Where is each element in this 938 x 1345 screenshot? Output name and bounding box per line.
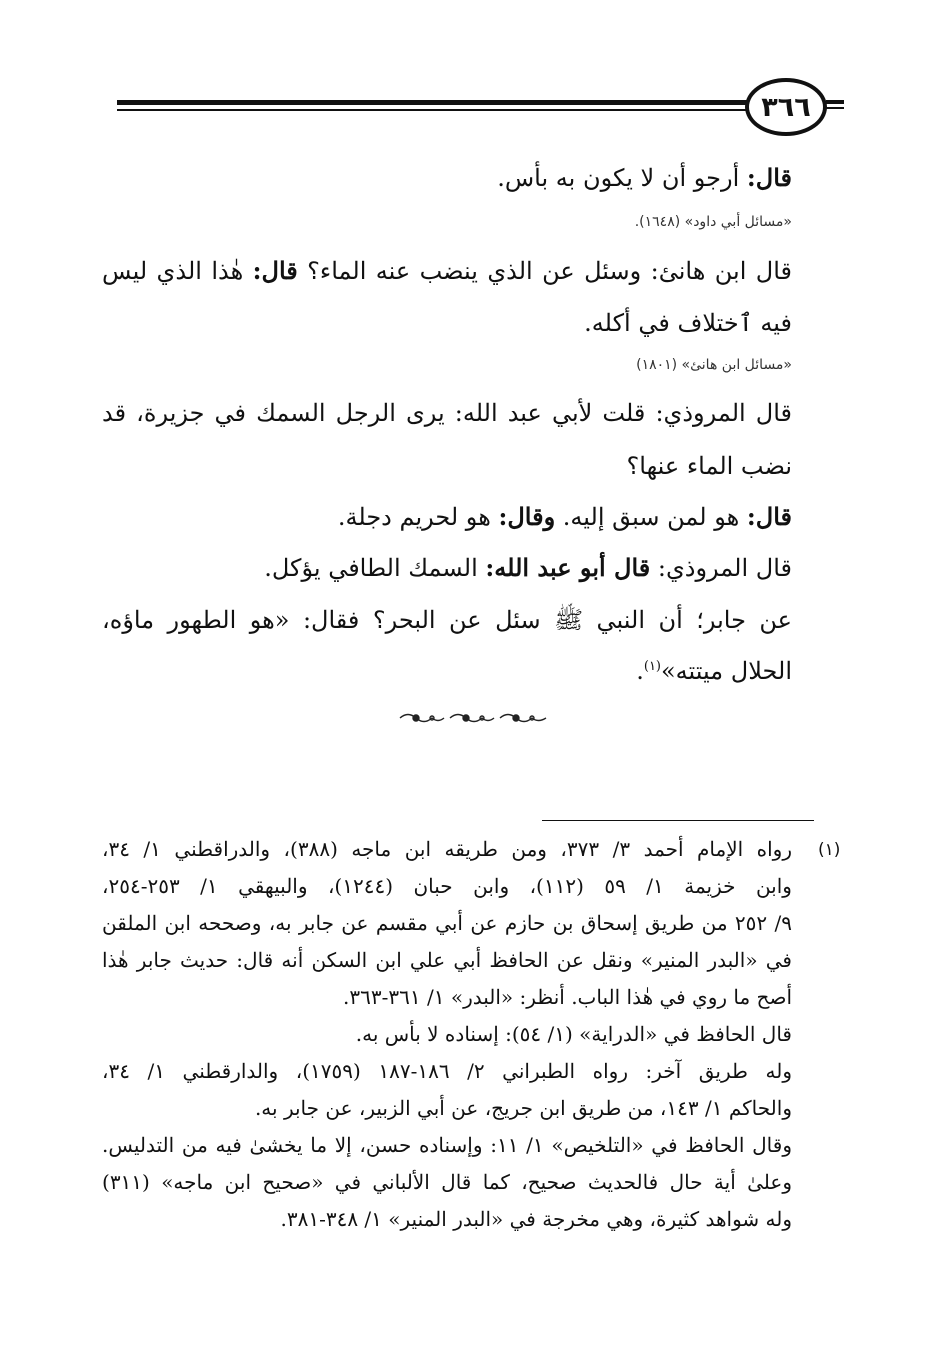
body-text: . xyxy=(636,657,644,685)
body-text: هو لمن سبق إليه. xyxy=(555,503,747,531)
body-text: قال ابن هانئ: وسئل عن الذي ينضب عنه الماء؟ xyxy=(297,257,793,285)
speaker-label: قال: xyxy=(252,256,298,285)
body-text: الحلال ميتته» xyxy=(661,657,792,685)
body-line-8: عن جابر؛ أن النبي ﷺ سئل عن البحر؟ فقال: «هو الطهور ماؤه، xyxy=(102,606,792,634)
footnote-marker: (١) xyxy=(818,840,841,860)
page-number: ٣٦٦ xyxy=(761,91,811,123)
speaker-label: قال أبو عبد الله: xyxy=(485,553,651,582)
body-line-5: نضب الماء عنها؟ xyxy=(626,452,792,480)
footnote-line: في «البدر المنير» ونقل عن الحافظ أبي علي ابن السكن أنه قال: حديث جابر هٰذا xyxy=(102,948,792,972)
body-line-6 xyxy=(338,503,792,532)
footnote-line: وعلىٰ أية حال فالحديث صحيح، كما قال الألباني في «صحيح ابن ماجه» (٣١١) xyxy=(102,1170,792,1194)
body-text: قال المروذي: xyxy=(650,554,792,582)
footnote-line: وابن خزيمة ١/ ٥٩ (١١٢)، وابن حبان (١٢٤٤)، والبيهقي ١/ ٢٥٣-٢٥٤، xyxy=(102,874,792,898)
footnote-line: ٩/ ٢٥٢ من طريق إسحاق بن حازم عن أبي مقسم عن جابر به، وصححه ابن الملقن xyxy=(102,911,792,935)
body-line-7 xyxy=(264,554,792,583)
footnote-line: قال الحافظ في «الدراية» (١/ ٥٤): إسناده لا بأس به. xyxy=(355,1022,792,1046)
footnote-reference: (١) xyxy=(643,659,661,674)
body-line-3: فيه ٱختلاف في أكله. xyxy=(584,309,792,337)
body-text: السمك الطافي يؤكل. xyxy=(264,554,486,582)
speaker-label: قال: xyxy=(746,163,792,192)
footnote-line: أصح ما روي في هٰذا الباب. أنظر: «البدر» ١/ ٣٦١-٣٦٣. xyxy=(343,985,792,1009)
body-text: أرجو أن لا يكون به بأس. xyxy=(497,164,747,192)
speaker-label: وقال: xyxy=(498,502,556,531)
body-text: هٰذا الذي ليس xyxy=(102,257,253,285)
header-rule xyxy=(117,96,757,116)
page-number-badge xyxy=(745,78,827,136)
footnote-line: وله طريق آخر: رواه الطبراني ٢/ ١٨٦-١٨٧ (١٧٥٩)، والدارقطني ١/ ٣٤، xyxy=(102,1059,792,1083)
source-citation-1: «مسائل أبي داود» (١٦٤٨). xyxy=(634,214,792,230)
footnote-line: وله شواهد كثيرة، وهي مخرجة في «البدر المنير» ١/ ٣٤٨-٣٨١. xyxy=(280,1207,792,1231)
footnote-separator xyxy=(542,820,814,821)
body-line-4: قال المروذي: قلت لأبي عبد الله: يرى الرجل السمك في جزيرة، قد xyxy=(102,399,792,427)
body-line-1 xyxy=(497,164,792,193)
body-line-9 xyxy=(636,657,792,686)
footnote-line: وقال الحافظ في «التلخيص» ١/ ١١: وإسناده حسن، إلا ما يخشىٰ فيه من التدليس. xyxy=(102,1133,792,1157)
speaker-label: قال: xyxy=(746,502,792,531)
body-line-2 xyxy=(102,257,792,286)
source-citation-2: «مسائل ابن هانئ» (١٨٠١) xyxy=(636,357,792,373)
header-rule-tail xyxy=(826,100,844,109)
ornament-divider-icon xyxy=(398,708,548,728)
body-text: هو لحريم دجلة. xyxy=(337,503,499,531)
footnote-line: والحاكم ١/ ١٤٣، من طريق ابن جريج، عن أبي الزبير، عن جابر به. xyxy=(254,1096,792,1120)
footnote-line: رواه الإمام أحمد ٣/ ٣٧٣، ومن طريقه ابن ماجه (٣٨٨)، والدراقطني ١/ ٣٤، xyxy=(102,837,792,861)
